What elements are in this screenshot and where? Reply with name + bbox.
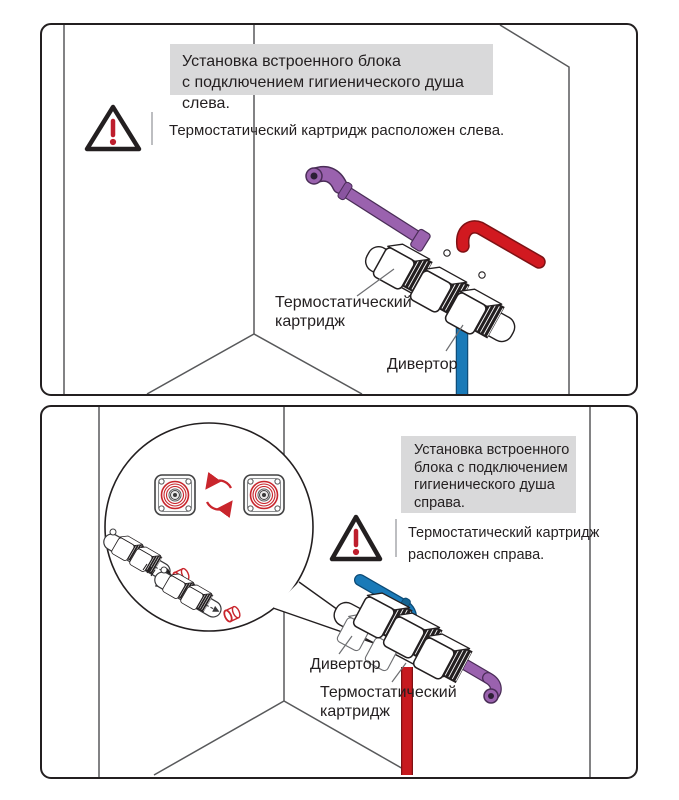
note-line: справа. [414,494,465,511]
valve-assembly-right [330,580,498,775]
note-box [401,436,576,513]
note-line: гигиенического душа [414,477,555,493]
label-thermostatic-cartridge: Термостатический картридж [275,294,412,330]
panel-shower-left [40,23,638,396]
note-line: Установка встроенного блока [182,53,401,70]
red-pipe [463,227,539,262]
warning-text: Термостатический картридж расположен слева. [169,122,505,139]
panel-shower-right [40,405,638,779]
label-diverter: Дивертор [310,656,381,673]
cartridge-face-plate-left [155,475,195,515]
note-line: блока с подключением [414,459,568,476]
note-box [170,44,493,112]
label-thermostatic-cartridge: Термостатический картридж [320,684,457,720]
warning-icon [87,107,139,149]
fitting-stub [479,272,485,278]
purple-hose [306,168,431,252]
label-diverter: Дивертор [387,356,458,373]
note-line: с подключением гигиенического душа слева. [182,74,464,112]
warning-text: Термостатический картридж расположен справа. [408,525,600,563]
note-line: Установка встроенного [414,442,570,458]
cartridge-face-plate-right [244,475,284,515]
warning-icon [332,517,380,559]
fitting-stub [444,250,450,256]
